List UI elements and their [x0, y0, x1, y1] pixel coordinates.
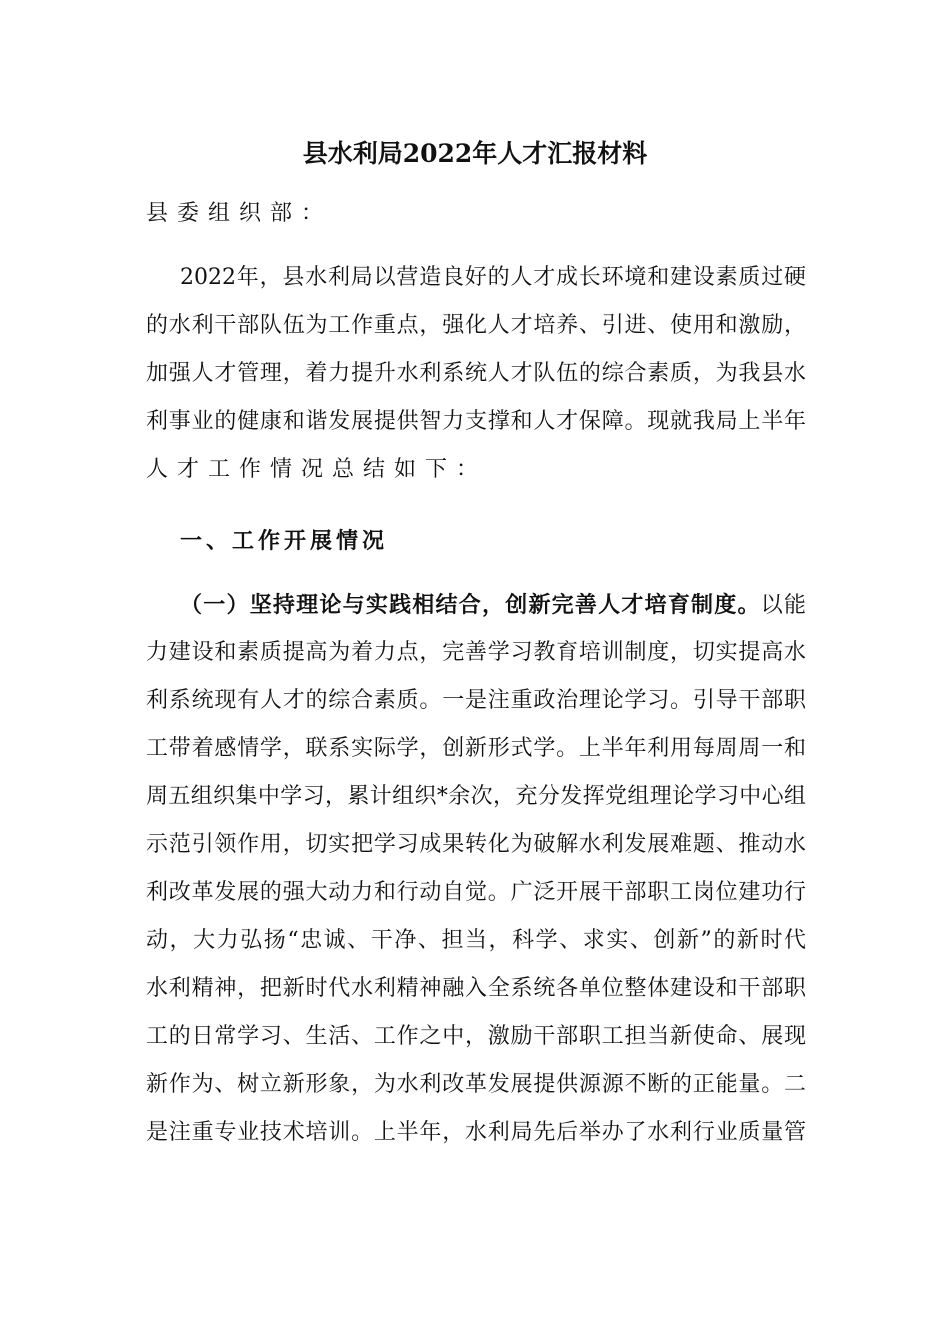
section-heading: 一、工作开展情况	[180, 528, 389, 554]
paragraph-line: 工的日常学习、生活、工作之中，激励干部职工担当新使命、展现	[146, 1024, 806, 1049]
paragraph-line: 2022年，县水利局以营造良好的人才成长环境和建设素质过硬	[180, 265, 806, 290]
subsection-heading: （一）坚持理论与实践相结合，创新完善人才培育制度。	[180, 592, 761, 618]
paragraph-line: 利系统现有人才的综合素质。一是注重政治理论学习。引导干部职	[146, 688, 806, 713]
paragraph-line: 是注重专业技术培训。上半年，水利局先后举办了水利行业质量管	[146, 1120, 806, 1145]
lead-rest: 以能	[760, 593, 806, 618]
paragraph-line: 新作为、树立新形象，为水利改革发展提供源源不断的正能量。二	[146, 1072, 806, 1097]
paragraph-line: 动，大力弘扬“忠诚、干净、担当，科学、求实、创新”的新时代	[146, 928, 806, 953]
paragraph-line: 人才工作情况总结如下：	[146, 457, 488, 482]
paragraph-line: 水利精神，把新时代水利精神融入全系统各单位整体建设和干部职	[146, 976, 806, 1001]
paragraph-line: 的水利干部队伍为工作重点，强化人才培养、引进、使用和激励，	[146, 313, 806, 338]
paragraph-line: 工带着感情学，联系实际学，创新形式学。上半年利用每周周一和	[146, 736, 806, 761]
document-title: 县水利局2022年人才汇报材料	[302, 139, 648, 168]
paragraph-line: 加强人才管理，着力提升水利系统人才队伍的综合素质，为我县水	[146, 361, 806, 386]
paragraph-line: 力建设和素质提高为着力点，完善学习教育培训制度，切实提高水	[146, 640, 806, 665]
paragraph-line: 利改革发展的强大动力和行动自觉。广泛开展干部职工岗位建功行	[146, 880, 806, 905]
paragraph-line	[180, 590, 806, 621]
paragraph-line: 示范引领作用，切实把学习成果转化为破解水利发展难题、推动水	[146, 832, 806, 857]
paragraph-line: 周五组织集中学习，累计组织*余次，充分发挥党组理论学习中心组	[146, 784, 806, 809]
paragraph-line: 利事业的健康和谐发展提供智力支撑和人才保障。现就我局上半年	[146, 409, 806, 434]
salutation: 县委组织部：	[146, 201, 333, 226]
